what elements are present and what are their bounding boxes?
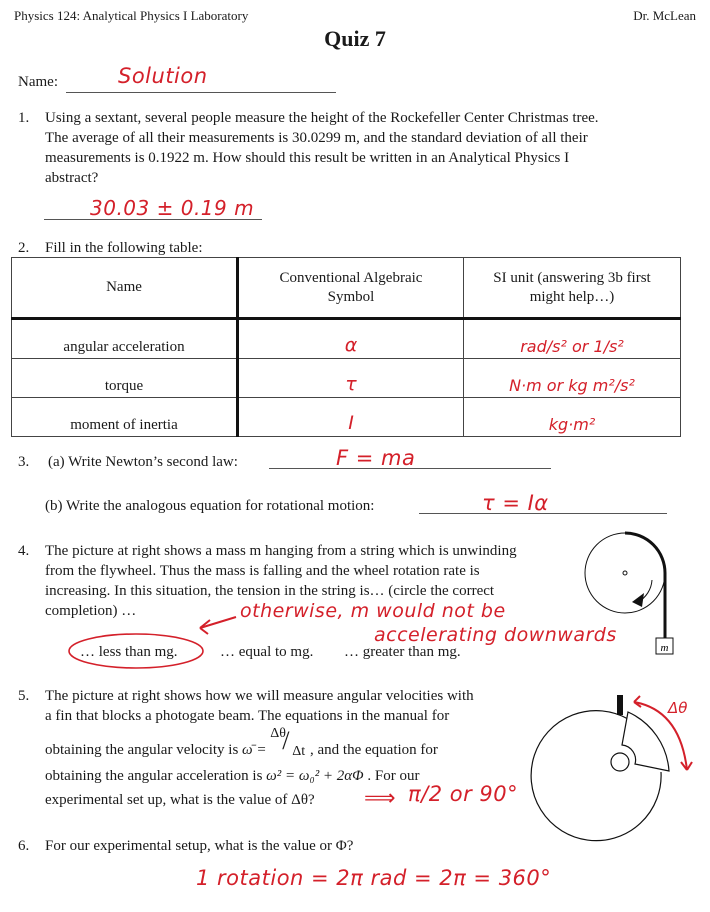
header-name: Name	[12, 258, 238, 319]
question-line: Using a sextant, several people measure the height of the Rockefeller Center Christmas tree.	[45, 110, 599, 126]
question-line: The average of all their measurements is 30.0299 m, and the standard deviation of all their	[45, 130, 588, 146]
string-icon	[625, 533, 665, 638]
question-text: For our experimental setup, what is the value or Φ?	[45, 838, 354, 854]
question-3b: (b) Write the analogous equation for rotational motion:	[45, 498, 375, 514]
course-title: Physics 124: Analytical Physics I Laboratory	[14, 8, 249, 23]
delta-theta-label: Δθ	[668, 699, 688, 717]
photogate-figure	[540, 680, 710, 820]
flywheel-figure	[560, 520, 710, 670]
omega-bar-equation: ω̄ =	[242, 742, 267, 758]
cell-unit[interactable]: rad/s² or 1/s²	[464, 319, 681, 359]
text: obtaining the angular velocity is	[45, 742, 243, 758]
question-text	[45, 686, 474, 726]
question-5-line-3	[45, 726, 438, 760]
fraction-denominator: Δt	[292, 744, 306, 759]
hub-icon	[611, 753, 629, 771]
header-si-unit: SI unit (answering 3b first might help…)	[464, 258, 681, 319]
photogate-icon	[617, 695, 623, 715]
question-number: 5.	[18, 688, 30, 704]
answer-1[interactable]: 30.03 ± 0.19 m	[90, 196, 255, 220]
question-line: The picture at right shows a mass m hanging from a string which is unwinding	[45, 543, 517, 559]
question-number: 1.	[18, 110, 30, 126]
question-5-line-4	[45, 766, 419, 786]
fraction	[270, 726, 306, 759]
name-field-value[interactable]: Solution	[118, 64, 208, 88]
text: , and the equation for	[310, 742, 438, 758]
question-line: abstract?	[45, 170, 99, 186]
instructor-name: Dr. McLean	[633, 8, 696, 23]
question-line: completion) …	[45, 603, 137, 619]
option-less-than[interactable]: … less than mg.	[80, 644, 178, 660]
header-symbol: Conventional Algebraic Symbol	[238, 258, 464, 319]
annotation-line-2: accelerating downwards	[374, 624, 617, 646]
quiz-title: Quiz 7	[324, 26, 386, 51]
answer-3a[interactable]: F = ma	[336, 446, 416, 470]
text: . For our	[367, 768, 420, 784]
question-number: 6.	[18, 838, 30, 854]
axle-icon	[623, 571, 627, 575]
question-5-line-5: experimental set up, what is the value of Δθ?	[45, 792, 315, 808]
cell-symbol[interactable]: α	[238, 319, 464, 359]
question-line: The picture at right shows how we will measure angular velocities with	[45, 688, 474, 704]
cell-name: torque	[12, 359, 238, 398]
cell-name: moment of inertia	[12, 398, 238, 437]
fraction-numerator: Δθ	[270, 726, 286, 741]
cell-unit[interactable]: kg·m²	[464, 398, 681, 437]
cell-symbol[interactable]: τ	[238, 359, 464, 398]
question-text: (a) Write Newton’s second law:	[48, 454, 238, 470]
mass-label: m	[660, 642, 669, 654]
text: obtaining the angular acceleration is	[45, 768, 267, 784]
answer-6[interactable]: 1 rotation = 2π rad = 2π = 360°	[196, 866, 552, 890]
question-number: 2.	[18, 240, 30, 256]
name-label: Name:	[18, 74, 58, 90]
question-line: measurements is 0.1922 m. How should this result be written in an Analytical Physics I	[45, 150, 570, 166]
cell-unit[interactable]: N·m or kg m²/s²	[464, 359, 681, 398]
cell-symbol[interactable]: I	[238, 398, 464, 437]
fraction-slash: /	[282, 726, 290, 755]
question-line: from the flywheel. Thus the mass is falling and the wheel rotation rate is	[45, 563, 480, 579]
kinematics-equation: ω² = ω₀² + 2αΦ	[266, 768, 364, 784]
question-line: a fin that blocks a photogate beam. The equations in the manual for	[45, 708, 450, 724]
question-number: 3.	[18, 454, 30, 470]
answer-3b[interactable]: τ = Iα	[482, 491, 549, 515]
question-line: increasing. In this situation, the tension in the string is… (circle the correct	[45, 583, 495, 599]
answer-5[interactable]: π/2 or 90°	[408, 782, 519, 806]
question-text: Fill in the following table:	[45, 240, 203, 256]
annotation-line-1: otherwise, m would not be	[240, 600, 506, 622]
cell-name: angular acceleration	[12, 319, 238, 359]
option-greater-than[interactable]: … greater than mg.	[344, 644, 461, 660]
option-equal-to[interactable]: … equal to mg.	[220, 644, 314, 660]
arrow-icon: ⟹	[364, 786, 397, 811]
question-number: 4.	[18, 543, 30, 559]
